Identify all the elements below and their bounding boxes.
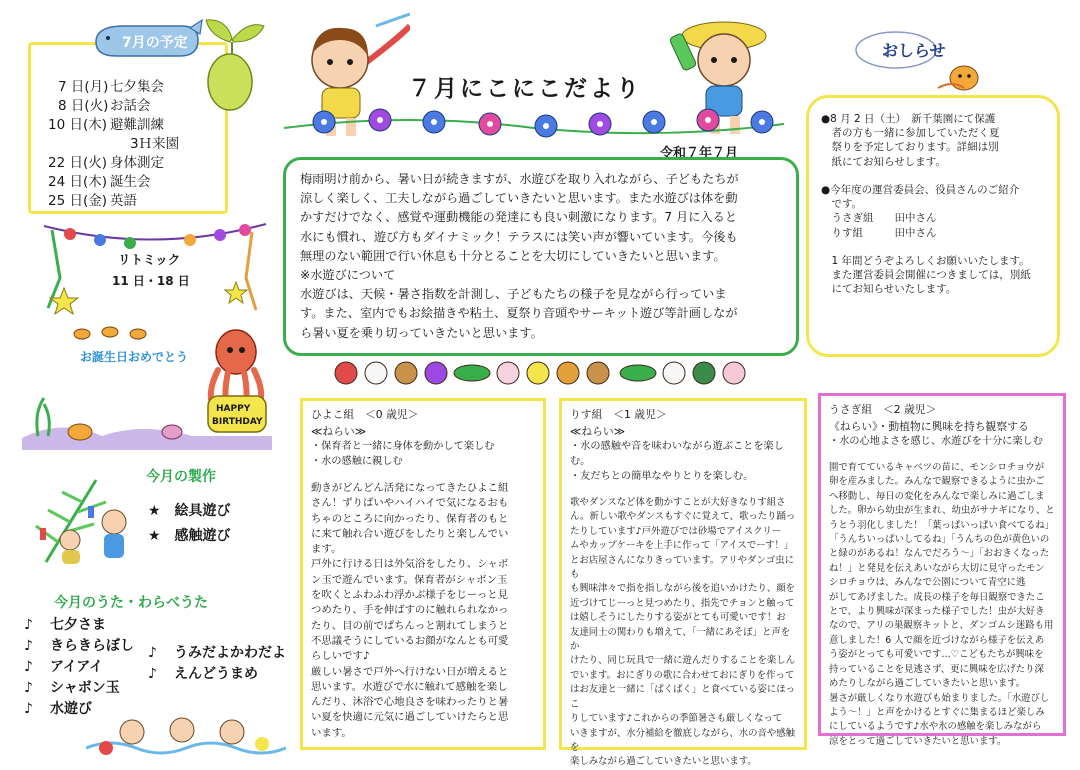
schedule-row: 22 日(火) 身体測定 (48, 155, 164, 171)
schedule-row: 3Ｈ来園 (130, 136, 180, 152)
class-goals: ・水の感触や音を味わいながら遊ぶことを楽しむ。 ・友だちとの簡単なやりとりを楽しむ。 (570, 441, 784, 482)
fish-illustration (70, 318, 160, 348)
song-item: ♪ シャボン玉 (24, 680, 120, 696)
class-goals: ・保育者と一緒に身体を動かして楽しむ ・水の感触に親しむ (311, 441, 495, 467)
class-report: 動きがどんどん活発になってきたひよこ組 さん！ずりばいやハイハイで気になるおも ちゃのところに向かったり、保育者のもと に来て触れ合い遊びをしたりと楽しんでい ます。 戸外に行ける日は外気浴をしたり、シャボ ン玉で遊んでいます。保育者がシャボン玉 を吹くとふわふわ浮かぶ様子をじーっと見 つめたり、手を伸ばすのに触れられなかっ たり、目の前でぱちんっと割れてしまうと 不思議そうにしているお顔がなんとも可愛 らしいです♪ 厳しい暑さで戸外へ行けない日が増えると 思います。水遊びで水に触れて感触を楽し んだり、沐浴で心地良さを味わったりと暑 い夏を快適に元気に過ごしていけたらと思 います。 (311, 482, 509, 739)
songs-title: 今月のうた・わらべうた (54, 595, 208, 611)
schedule-row: 8 日(火) お話会 (58, 98, 151, 114)
children-tanabata-illustration (26, 476, 138, 564)
class-aim-label: 《ねらい》・動植物に興味を持ち観察する (829, 420, 1029, 433)
class-title: りす組 ＜1 歳児＞ (570, 408, 667, 421)
song-item: ♪ アイアイ (24, 659, 104, 675)
issue-date: 令和７年７月 (660, 146, 739, 161)
class-report: 園で育てているキャベツの苗に、モンシロチョウが 卵を産みました。みんなで観察できるように虫かご へ移動し、毎日の変化をみんなで楽しみに過ごしま した。卵から幼虫が生まれ、幼虫がサナギになり、と うとう羽化しました！「葉っぱいっぱい食べてるね」 「うんちいっぱいしてるね」「うんちの色が黄色いの と緑のがあるね！なんでだろう～」「おおきくなった ね！」と発見を伝えあいながら大切に見守ったモン シロチョウは、みんなで公園について青空に逃 がしてあげました。成長の様子を毎日観察できたこ とで、より興味が深まった様子でした！虫が大好き なので、アリの巣観察キットと、ダンゴムシ迷路も用 意しました！6 人で顔を近づけながら様子を伝えあ う姿がとっても可愛いです…♡こどもたちが興味を 持っていることを見逃さず、更に興味を広げたり深 めたりしながら過ごしていきたいと思います。 暑さが厳しくなり水遊びも始まりました。「水遊びし よう～！」と声をかけるとすぐに集まるほど楽しみ にしているようです♪水や氷の感触を楽しみながら 涼をとって過ごしていきたいと思います。 (829, 462, 1055, 747)
schedule-row: 25 日(金) 英語 (48, 193, 137, 209)
bean-sprout-illustration (196, 12, 268, 112)
notice-box (806, 95, 1060, 357)
class-report: 歌やダンスなど体を動かすことが大好きなりす組さ ん。新しい歌やダンスもすぐに覚えて、歌ったり踊っ たりしています♪戸外遊びでは砂場でアイスクリー ムやカップケーキを上手に作って「アイスでーす！」 とお店屋さんになりきっています。アリやダンゴ虫にも も興味津々で指を指しながら後を追いかけたり、顔を 近づけてじーっと見つめたり、指先でチョンと触って は嬉しそうにしたりする姿がとても可愛いです！お 友達同士の関わりも増えて、「一緒にあそぼ」と声をか けたり、同じ玩具で一緒に遊んだりすることを楽しん でいます。おにぎりの歌に合わせておにぎりを作って はお友達と一緒に「ぱくぱく」と食べている姿にほっこ りしています♪これからの季節暑さも厳しくなって いきますが、水分補給を徹底しながら、水の音や感触を 楽しみながら過ごしていきたいと思います。 (570, 497, 796, 768)
whale-schedule-tag (86, 18, 206, 62)
animals-vegetables-border (334, 358, 780, 388)
rhythmic-title: リトミック (118, 252, 181, 267)
song-item: ♪ 水遊び (24, 701, 92, 717)
class-box-risu (559, 398, 807, 768)
notice-text: ●8 月 2 日（土） 新千葉園にて保護 者の方も一緒に参加していただく夏 祭りを予定しております。詳細は別 紙にてお知らせします。 ●今年度の運営委員会、役員さんのご紹介 です。 うさぎ組 田中さん りす組 田中さん 1 年間どうぞよろしくお願いいたします。 また運営委員会開催につきましては，別紙 にてお知らせいたします。 (821, 113, 1031, 296)
class-box-usagi (818, 393, 1066, 747)
swimming-children-illustration (86, 708, 286, 762)
notice-title: おしらせ (882, 41, 946, 60)
song-item: ♪ えんどうまめ (148, 666, 258, 682)
song-item: ♪ きらきらぼし (24, 638, 134, 654)
craft-item: ★ 絵具遊び (148, 503, 231, 519)
class-aim-label: ≪ねらい≫ (570, 425, 625, 438)
class-aim-label: ≪ねらい≫ (311, 425, 366, 438)
craft-item: ★ 感触遊び (148, 528, 231, 544)
schedule-row: 10 日(木) 避難訓練 (48, 117, 164, 133)
class-goals: ・水の心地よさを感じ、水遊びを十分に楽しむ (829, 436, 1043, 447)
class-title: うさぎ組 ＜2 歳児＞ (829, 403, 937, 416)
schedule-row: 24 日(木) 誕生会 (48, 174, 151, 190)
class-title: ひよこ組 ＜0 歳児＞ (311, 408, 419, 421)
song-item: ♪ 七夕さま (24, 617, 106, 633)
rhythmic-dates: 11 日・18 日 (112, 274, 190, 288)
intro-text: 梅雨明け前から、暑い日が続きますが、水遊びを取り入れながら、子どもたちが 涼しく楽しく、工夫しながら過ごしていきたいと思います。また水遊びは体を動 かすだけでなく、感覚や運動機能の発達にも良い刺激になります。7 月に入ると 水にも慣れ、遊び方もダイナミック！テラスには笑い声が響いています。今後も 無理のない範囲で行い休息も十分とることを大切にしていきたいと思います。 ※水遊びについて 水遊びは、天候・暑さ指数を計測し、子どもたちの様子を見ながら行っていま す。また、室内でもお絵描きや粘土、夏祭り音頭やサーキット遊び等計画しなが ら暑い夏を乗り切っていきたいと思います。 (300, 172, 739, 340)
cake-text-birthday: BIRTHDAY (212, 417, 263, 427)
newsletter-title: ７月にこにこだより (408, 76, 642, 102)
morning-glory-border (284, 102, 784, 138)
class-box-hiyoko (300, 398, 546, 750)
birthday-message: お誕生日おめでとう (80, 350, 189, 364)
schedule-tag-text: 7月の予定 (122, 35, 188, 51)
intro-box (283, 157, 799, 356)
song-item: ♪ うみだよかわだよ (148, 645, 286, 661)
seabed-illustration (22, 378, 272, 450)
cake-text-happy: HAPPY (216, 404, 251, 414)
craft-title: 今月の製作 (146, 469, 216, 485)
schedule-row: 7 日(月) 七夕集会 (58, 79, 164, 95)
